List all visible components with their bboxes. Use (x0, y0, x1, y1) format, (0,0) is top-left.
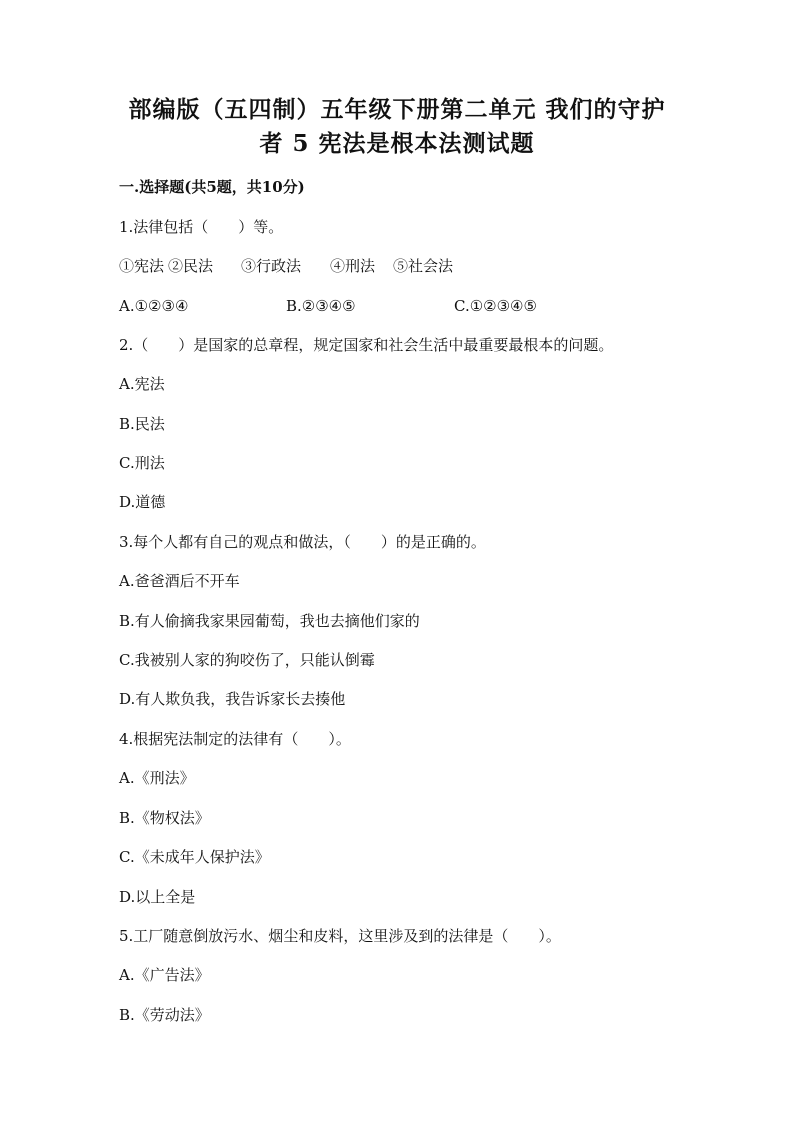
question-1-stem: 1.法律包括（ ）等。 (119, 218, 284, 236)
question-3-option-c: C.我被别人家的狗咬伤了，只能认倒霉 (119, 651, 375, 669)
question-1-option-b: B.②③④⑤ (286, 297, 356, 315)
question-1-item: ③行政法 (241, 257, 302, 275)
question-2-option-d: D.道德 (119, 493, 166, 511)
question-4-stem: 4.根据宪法制定的法律有（ ）。 (119, 730, 351, 748)
question-3-option-a: A.爸爸酒后不开车 (119, 572, 240, 590)
question-1-item: ⑤社会法 (393, 257, 454, 275)
question-3-option-d: D.有人欺负我，我告诉家长去揍他 (119, 690, 346, 708)
question-4-option-b: B.《物权法》 (119, 809, 210, 827)
question-4-option-c: C.《未成年人保护法》 (119, 848, 270, 866)
section-heading: 一.选择题(共5题，共10分) (119, 178, 305, 196)
question-1-item: ①宪法 (119, 257, 165, 275)
question-2-option-c: C.刑法 (119, 454, 165, 472)
question-2-stem: 2.（ ）是国家的总章程，规定国家和社会生活中最重要最根本的问题。 (119, 336, 614, 354)
question-1-item: ②民法 (168, 257, 214, 275)
question-2-option-b: B.民法 (119, 415, 165, 433)
question-1-option-c: C.①②③④⑤ (454, 297, 537, 315)
question-5-option-a: A.《广告法》 (119, 966, 210, 984)
question-5-stem: 5.工厂随意倒放污水、烟尘和皮料，这里涉及到的法律是（ ）。 (119, 927, 561, 945)
question-1-option-a: A.①②③④ (119, 297, 189, 315)
question-1-items (119, 256, 453, 276)
page-title-line-2: 者 5 宪法是根本法测试题 (259, 130, 535, 157)
question-3-stem: 3.每个人都有自己的观点和做法，（ ）的是正确的。 (119, 533, 486, 551)
page-title-line-1: 部编版（五四制）五年级下册第二单元 我们的守护 (128, 96, 666, 123)
question-5-option-b: B.《劳动法》 (119, 1006, 210, 1024)
question-4-option-a: A.《刑法》 (119, 769, 195, 787)
question-1-options (119, 296, 537, 316)
question-1-item: ④刑法 (330, 257, 376, 275)
question-2-option-a: A.宪法 (119, 375, 165, 393)
question-4-option-d: D.以上全是 (119, 888, 196, 906)
question-3-option-b: B.有人偷摘我家果园葡萄，我也去摘他们家的 (119, 612, 420, 630)
